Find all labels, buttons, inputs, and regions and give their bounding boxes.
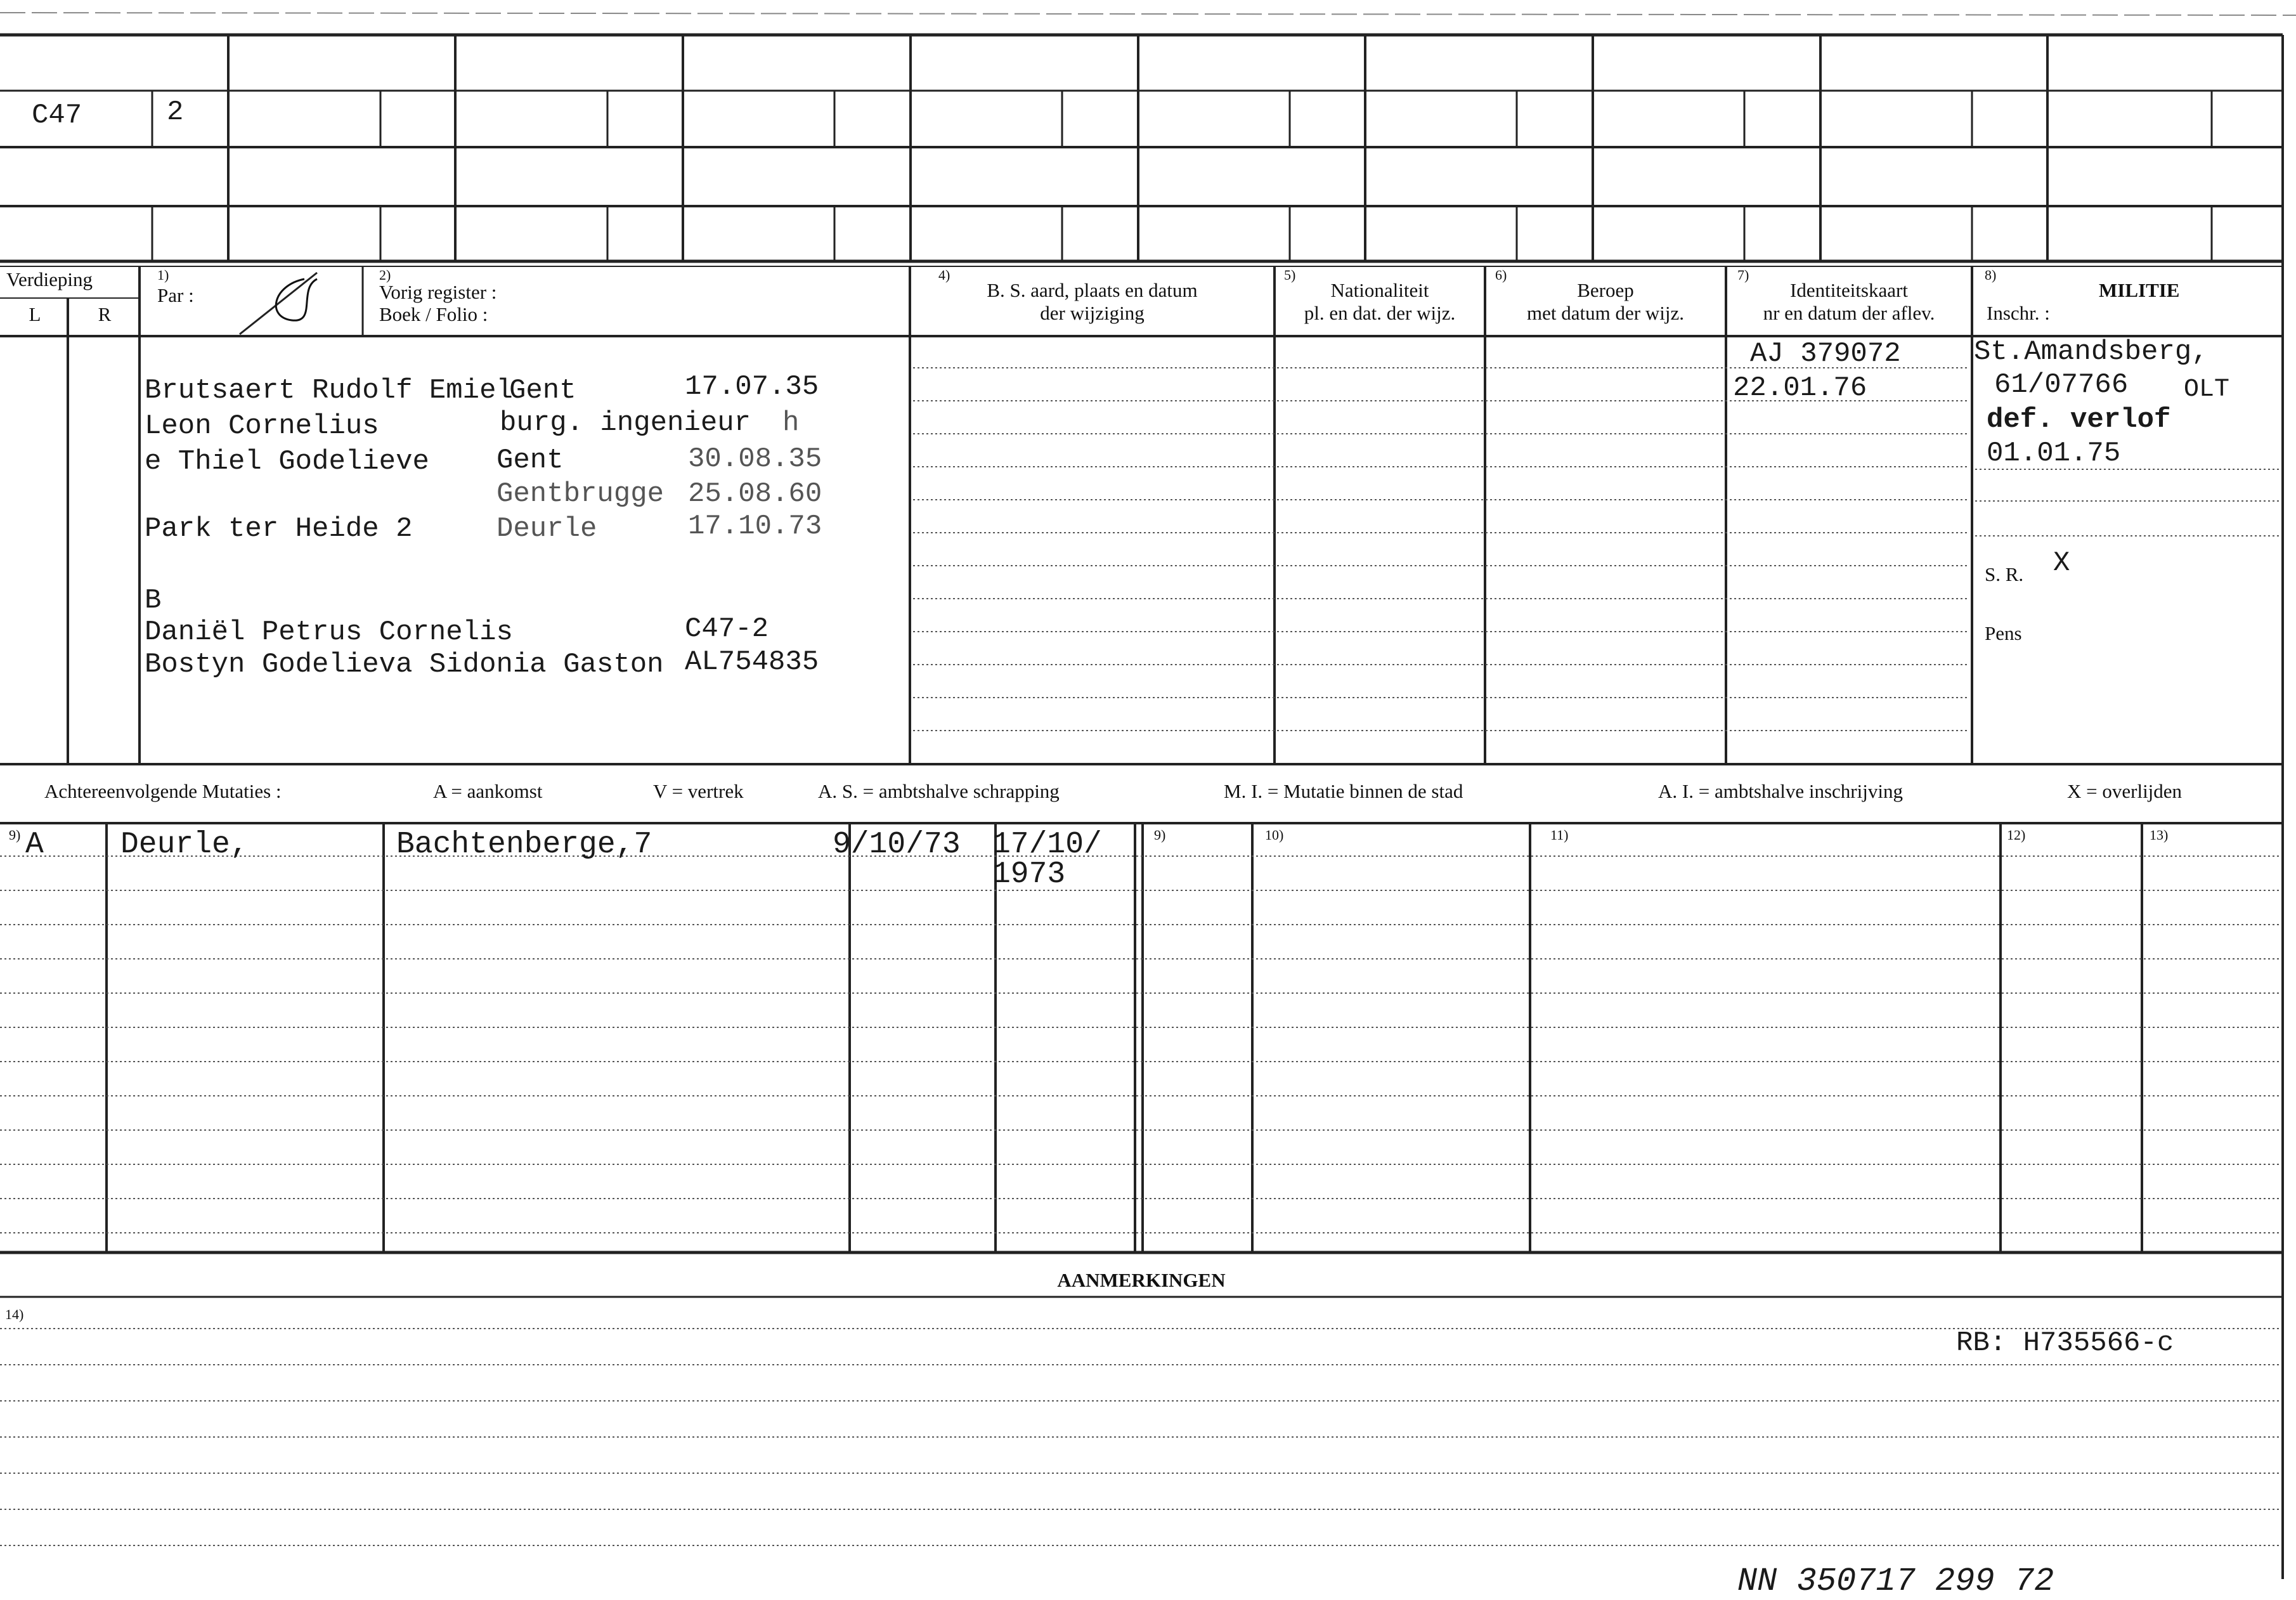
militie-place: St.Amandsberg, bbox=[1974, 336, 2208, 368]
header-num-6: 6) bbox=[1495, 267, 1507, 283]
spouse-name: e Thiel Godelieve bbox=[145, 446, 429, 478]
militie-date: 01.01.75 bbox=[1987, 438, 2121, 469]
legend-v: V = vertrek bbox=[653, 780, 744, 802]
profession: burg. ingenieur bbox=[500, 407, 751, 439]
header-id-1: Identiteitskaart bbox=[1790, 279, 1908, 301]
footer-nn: NN 350717 299 72 bbox=[1737, 1563, 2054, 1600]
header-boek-folio: Boek / Folio : bbox=[379, 303, 488, 325]
legend-x: X = overlijden bbox=[2067, 780, 2182, 802]
mutation-col-num-12: 12) bbox=[2007, 827, 2026, 843]
legend-title: Achtereenvolgende Mutaties : bbox=[44, 780, 282, 802]
militie-status: def. verlof bbox=[1987, 404, 2171, 436]
header-nat-2: pl. en dat. der wijz. bbox=[1304, 302, 1456, 324]
address: Park ter Heide 2 bbox=[145, 513, 413, 545]
header-bs-2: der wijziging bbox=[1040, 302, 1145, 324]
legend-as: A. S. = ambtshalve schrapping bbox=[818, 780, 1060, 802]
address-place: Deurle bbox=[496, 513, 597, 545]
header-beroep-2: met datum der wijz. bbox=[1527, 302, 1684, 324]
birth-place: Gent bbox=[509, 375, 576, 407]
register-code: C47 bbox=[32, 100, 82, 131]
id-card-number: AJ 379072 bbox=[1750, 338, 1901, 370]
militie-number: 61/07766 bbox=[1994, 369, 2129, 401]
spouse-place: Gent bbox=[496, 445, 564, 476]
section-b: B bbox=[145, 585, 162, 616]
militie-rank: OLT bbox=[2184, 375, 2230, 404]
header-num-5: 5) bbox=[1284, 267, 1296, 283]
mutation-col-num-11: 11) bbox=[1550, 827, 1569, 843]
address-date: 17.10.73 bbox=[688, 511, 822, 542]
first-names: Leon Cornelius bbox=[145, 410, 379, 442]
mutation-date-2-line2: 1973 bbox=[992, 857, 1066, 892]
child1-name: Daniël Petrus Cornelis bbox=[145, 616, 513, 648]
header-num-2: 2) bbox=[379, 267, 391, 283]
remarks-title: AANMERKINGEN bbox=[1057, 1269, 1226, 1291]
child2-ref: AL754835 bbox=[685, 646, 819, 678]
birth-date: 17.07.35 bbox=[685, 371, 819, 403]
par-value bbox=[271, 276, 292, 318]
mutation-col-num-10: 10) bbox=[1265, 827, 1284, 843]
label-pens: Pens bbox=[1985, 622, 2022, 644]
legend-mi: M. I. = Mutatie binnen de stad bbox=[1224, 780, 1463, 802]
label-sr: S. R. bbox=[1985, 563, 2024, 585]
register-number: 2 bbox=[167, 96, 184, 128]
mutation-address: Bachtenberge,7 bbox=[396, 828, 652, 862]
mutation-col-num-9a: 9) bbox=[9, 827, 21, 843]
header-verdieping: Verdieping bbox=[6, 268, 93, 290]
legend-a: A = aankomst bbox=[433, 780, 543, 802]
profession-mark: h bbox=[782, 407, 800, 439]
child2-name: Bostyn Godelieva Sidonia Gaston bbox=[145, 649, 664, 680]
header-beroep-1: Beroep bbox=[1577, 279, 1634, 301]
header-nat-1: Nationaliteit bbox=[1330, 279, 1429, 301]
header-militie: MILITIE bbox=[2099, 279, 2180, 301]
header-vorig-register: Vorig register : bbox=[379, 281, 497, 303]
marriage-place: Gentbrugge bbox=[496, 478, 665, 510]
header-inschr: Inschr. : bbox=[1987, 302, 2050, 324]
marriage-date: 25.08.60 bbox=[688, 478, 822, 510]
sr-value: X bbox=[2053, 547, 2070, 579]
mutation-date-1: 9/10/73 bbox=[833, 828, 961, 862]
header-bs-1: B. S. aard, plaats en datum bbox=[987, 279, 1198, 301]
header-id-2: nr en datum der aflev. bbox=[1763, 302, 1935, 324]
header-num-1: 1) bbox=[157, 267, 169, 283]
header-par: Par : bbox=[157, 284, 194, 306]
person-name: Brutsaert Rudolf Emiel bbox=[145, 375, 513, 407]
mutation-col-num-13: 13) bbox=[2150, 827, 2169, 843]
remarks-num-14: 14) bbox=[5, 1306, 24, 1322]
remarks-rb: RB: H735566-c bbox=[1956, 1327, 2174, 1359]
id-card-date: 22.01.76 bbox=[1733, 372, 1867, 404]
mutation-col-num-9b: 9) bbox=[1154, 827, 1166, 843]
header-num-8: 8) bbox=[1985, 267, 1997, 283]
header-num-4: 4) bbox=[938, 267, 950, 283]
mutation-place: Deurle, bbox=[120, 828, 249, 862]
spouse-date: 30.08.35 bbox=[688, 443, 822, 475]
mutation-type: A bbox=[25, 828, 44, 862]
mutation-date-2-line1: 17/10/ bbox=[992, 828, 1102, 862]
header-l: L bbox=[29, 303, 41, 325]
header-num-7: 7) bbox=[1737, 267, 1749, 283]
legend-ai: A. I. = ambtshalve inschrijving bbox=[1658, 780, 1903, 802]
child1-ref: C47-2 bbox=[685, 613, 769, 645]
header-r: R bbox=[98, 303, 112, 325]
